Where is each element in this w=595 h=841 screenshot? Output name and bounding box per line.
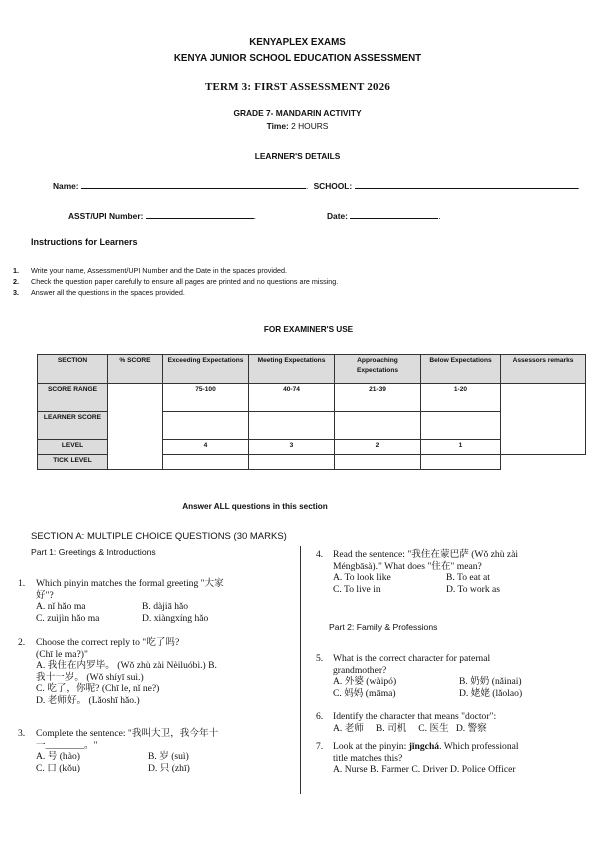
question-text: (Chī le ma?)"	[36, 648, 88, 660]
option-a[interactable]: A. 外婆 (wàipó)	[333, 676, 397, 687]
instruction-number: 1.	[13, 266, 19, 275]
options-row[interactable]: A. Nurse B. Farmer C. Driver D. Police Officer	[333, 764, 516, 775]
part1-heading: Part 1: Greetings & Introductions	[31, 547, 156, 557]
question-number: 2.	[18, 637, 26, 648]
instruction-text: Answer all the questions in the spaces provided.	[31, 288, 185, 297]
option-a[interactable]: A. 我住在内罗毕。 (Wǒ zhù zài Nèiluóbì.) B.	[36, 660, 217, 671]
question-text: Read the sentence: "我住在蒙巴萨 (Wǒ zhù zài	[333, 549, 519, 560]
school-field[interactable]	[355, 180, 578, 189]
learner-score-cell[interactable]	[163, 412, 249, 440]
score-range-below: 1-20	[421, 384, 501, 412]
question-4	[316, 549, 591, 595]
term-title: TERM 3: FIRST ASSESSMENT 2026	[204, 81, 391, 93]
option-a[interactable]: A. 号 (hào)	[36, 751, 80, 762]
question-3	[18, 728, 298, 774]
instructions-list	[13, 265, 573, 298]
name-field-row	[53, 180, 580, 191]
score-range-label: SCORE RANGE	[38, 384, 108, 412]
pinyin-term: jǐngchá	[408, 741, 440, 752]
asst-period: .	[253, 211, 257, 221]
date-field[interactable]	[350, 210, 441, 221]
date-label: Date:	[327, 211, 348, 221]
remarks-cell[interactable]	[501, 384, 586, 455]
school-period: .	[577, 181, 580, 191]
level-exceeding: 4	[163, 440, 249, 455]
question-1	[18, 578, 298, 624]
question-text: Choose the correct reply to "吃了吗?	[36, 637, 180, 648]
score-range-meeting: 40-74	[249, 384, 335, 412]
option-c[interactable]: C. To live in	[333, 583, 381, 595]
asst-label: ASST/UPI Number:	[68, 211, 144, 221]
percent-score-cell[interactable]	[108, 384, 163, 470]
question-text: Complete the sentence: "我叫大卫，我今年十	[36, 728, 219, 739]
score-range-approaching: 21-39	[335, 384, 421, 412]
learner-score-cell[interactable]	[421, 412, 501, 440]
question-2	[18, 637, 298, 706]
answer-all-instruction: Answer ALL questions in this section	[182, 502, 328, 511]
time-value: 2 HOURS	[291, 121, 329, 131]
question-text: Which pinyin matches the formal greeting "大家	[36, 578, 224, 589]
option-b[interactable]: B. 奶奶 (nǎinai)	[459, 676, 522, 687]
learner-score-cell[interactable]	[335, 412, 421, 440]
examiner-table	[37, 354, 586, 470]
learner-score-cell[interactable]	[249, 412, 335, 440]
instruction-item	[13, 287, 573, 298]
header-remarks: Assessors remarks	[501, 355, 586, 384]
question-text: title matches this?	[333, 752, 403, 764]
question-number: 7.	[316, 741, 324, 752]
instructions-title: Instructions for Learners	[31, 237, 138, 247]
org-title: KENYAPLEX EXAMS	[249, 37, 346, 48]
question-text: What is the correct character for paternal	[333, 653, 491, 664]
learner-details-heading: LEARNER'S DETAILS	[254, 151, 341, 161]
instruction-text: Check the question paper carefully to ensure all pages are printed and no questions are missing.	[31, 277, 339, 286]
question-text: 好"?	[36, 589, 54, 601]
question-text: Look at the pinyin:	[333, 741, 409, 752]
time-label: Time:	[266, 121, 289, 131]
grade-title: GRADE 7- MANDARIN ACTIVITY	[233, 108, 362, 118]
option-d[interactable]: D. 老师好。 (Lǎoshī hǎo.)	[36, 694, 140, 706]
header-exceeding: Exceeding Expectations	[163, 355, 249, 384]
question-text: Identify the character that means "doctor":	[333, 711, 497, 722]
level-meeting: 3	[249, 440, 335, 455]
examiner-use-heading: FOR EXAMINER'S USE	[263, 325, 354, 334]
school-label: SCHOOL:	[313, 181, 353, 191]
option-a[interactable]: A. nǐ hǎo ma	[36, 601, 86, 612]
question-number: 3.	[18, 728, 26, 739]
option-b[interactable]: B. To eat at	[446, 572, 490, 583]
option-c[interactable]: C. 口 (kǒu)	[36, 762, 80, 774]
tick-level-cell[interactable]	[335, 455, 421, 470]
level-below: 1	[421, 440, 501, 455]
option-c[interactable]: C. 妈妈 (māma)	[333, 687, 396, 699]
assessment-title: KENYA JUNIOR SCHOOL EDUCATION ASSESSMENT	[173, 53, 422, 64]
name-period: .	[305, 181, 309, 191]
column-divider	[300, 546, 301, 794]
name-field[interactable]	[81, 180, 309, 191]
option-d[interactable]: D. 姥姥 (lǎolao)	[459, 687, 523, 699]
options-row[interactable]: A. 老师 B. 司机 C. 医生 D. 警察	[333, 722, 487, 734]
question-number: 6.	[316, 711, 324, 722]
question-text: . Which professional	[439, 741, 519, 752]
instruction-number: 3.	[13, 288, 19, 297]
question-7	[316, 741, 591, 776]
name-label: Name:	[53, 181, 79, 191]
date-field-row	[327, 210, 441, 221]
option-a[interactable]: A. To look like	[333, 572, 391, 583]
instruction-item	[13, 276, 573, 287]
option-c[interactable]: C. zuìjìn hǎo ma	[36, 612, 100, 624]
header-below: Below Expectations	[421, 355, 501, 384]
option-b[interactable]: B. dàjiā hǎo	[142, 601, 189, 612]
question-text: Méngbāsà)." What does "住在" mean?	[333, 560, 482, 572]
option-b-continued[interactable]: 我十一岁。 (Wǒ shíyī suì.)	[36, 671, 144, 683]
asst-field-row	[68, 210, 256, 221]
option-c[interactable]: C. 吃了，你呢? (Chī le, nǐ ne?)	[36, 683, 160, 694]
section-a-title: SECTION A: MULTIPLE CHOICE QUESTIONS (30 MARKS)	[31, 531, 287, 542]
question-text: 一________。"	[36, 739, 98, 751]
time-line	[0, 121, 595, 131]
header-approaching: Approaching Expectations	[335, 355, 421, 384]
tick-level-cell[interactable]	[249, 455, 335, 470]
question-5	[316, 653, 591, 699]
level-approaching: 2	[335, 440, 421, 455]
asst-field[interactable]	[146, 210, 257, 221]
question-6	[316, 711, 591, 734]
instruction-item	[13, 265, 573, 276]
question-number: 4.	[316, 549, 324, 560]
score-range-exceeding: 75-100	[163, 384, 249, 412]
tick-level-cell[interactable]	[163, 455, 249, 470]
question-number: 5.	[316, 653, 324, 664]
date-period: .	[438, 211, 441, 221]
instruction-number: 2.	[13, 277, 19, 286]
header-meeting: Meeting Expectations	[249, 355, 335, 384]
option-b[interactable]: B. 岁 (suì)	[148, 751, 189, 762]
question-text: grandmother?	[333, 664, 387, 676]
tick-level-label: TICK LEVEL	[38, 455, 108, 470]
header-percent-score: % SCORE	[108, 355, 163, 384]
option-d[interactable]: D. xiàngxíng hǎo	[142, 612, 209, 624]
tick-level-cell[interactable]	[421, 455, 501, 470]
option-d[interactable]: D. 只 (zhī)	[148, 762, 190, 774]
level-label: LEVEL	[38, 440, 108, 455]
part2-heading: Part 2: Family & Professions	[329, 622, 438, 632]
header-section: SECTION	[38, 355, 108, 384]
option-d[interactable]: D. To work as	[446, 583, 501, 595]
question-number: 1.	[18, 578, 26, 589]
instruction-text: Write your name, Assessment/UPI Number and the Date in the spaces provided.	[31, 266, 287, 275]
learner-score-label: LEARNER SCORE	[38, 412, 108, 440]
empty-cell	[501, 455, 586, 470]
